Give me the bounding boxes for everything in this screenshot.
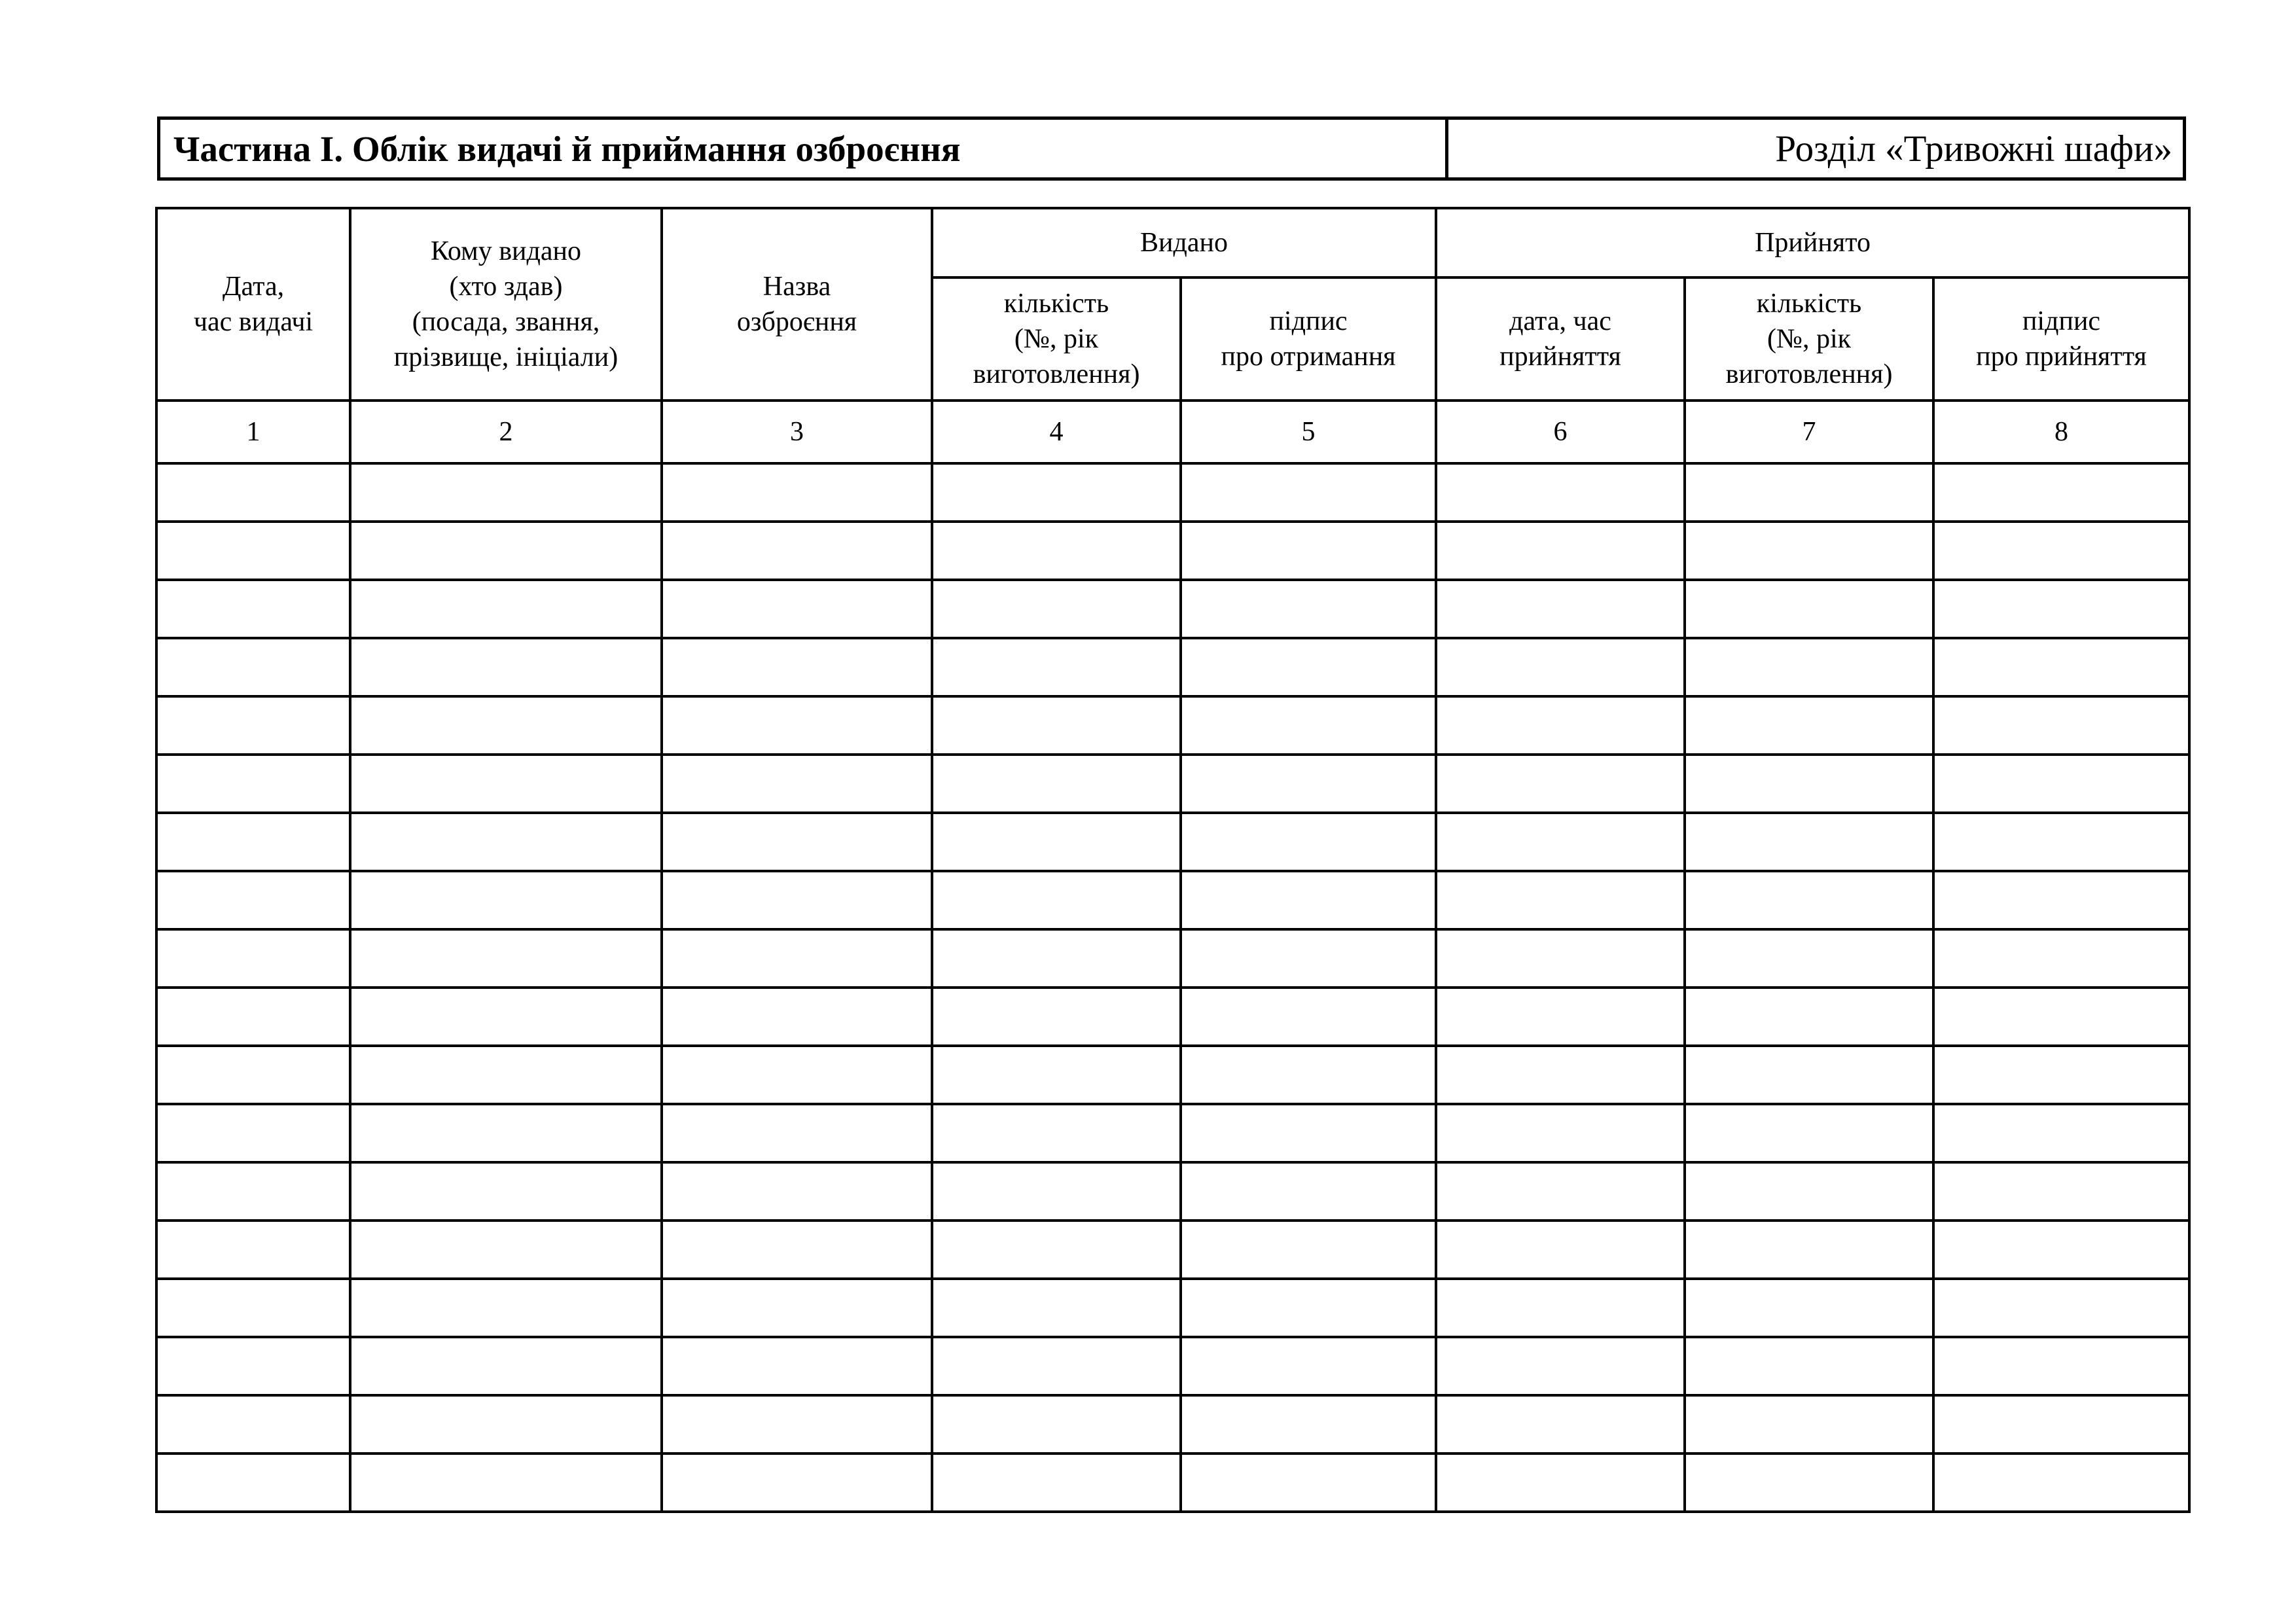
ledger-cell[interactable] — [932, 463, 1181, 522]
ledger-cell[interactable] — [932, 1046, 1181, 1104]
ledger-cell[interactable] — [662, 929, 932, 988]
header-received-signature: підпис про прийняття — [1933, 277, 2189, 401]
ledger-cell[interactable] — [662, 1454, 932, 1512]
ledger-cell[interactable] — [1181, 522, 1436, 580]
ledger-cell[interactable] — [1436, 1221, 1685, 1279]
ledger-entry-row — [156, 1046, 2189, 1104]
column-number-row — [156, 401, 2189, 463]
ledger-cell[interactable] — [1436, 1395, 1685, 1454]
ledger-cell[interactable] — [1933, 522, 2189, 580]
ledger-cell[interactable] — [350, 696, 662, 755]
ledger-cell[interactable] — [156, 580, 350, 638]
column-number: 2 — [350, 401, 662, 463]
ledger-cell[interactable] — [350, 522, 662, 580]
ledger-cell[interactable] — [662, 1162, 932, 1221]
ledger-cell[interactable] — [156, 1454, 350, 1512]
ledger-entry-row — [156, 1279, 2189, 1337]
ledger-cell[interactable] — [1181, 1395, 1436, 1454]
ledger-cell[interactable] — [1933, 813, 2189, 871]
ledger-entry-row — [156, 1104, 2189, 1162]
ledger-cell[interactable] — [1685, 813, 1933, 871]
ledger-entry-row — [156, 522, 2189, 580]
ledger-cell[interactable] — [1685, 463, 1933, 522]
part-title-box — [157, 116, 2186, 181]
ledger-entry-row — [156, 988, 2189, 1046]
ledger-cell[interactable] — [350, 929, 662, 988]
ledger-cell[interactable] — [350, 1162, 662, 1221]
ledger-entry-row — [156, 1162, 2189, 1221]
ledger-cell[interactable] — [932, 696, 1181, 755]
ledger-cell[interactable] — [156, 813, 350, 871]
ledger-cell[interactable] — [932, 1221, 1181, 1279]
ledger-cell[interactable] — [1181, 638, 1436, 696]
ledger-cell[interactable] — [350, 1337, 662, 1395]
ledger-cell[interactable] — [1685, 988, 1933, 1046]
header-group-received: Прийнято — [1436, 208, 2189, 277]
ledger-cell[interactable] — [1436, 871, 1685, 929]
ledger-cell[interactable] — [350, 1279, 662, 1337]
ledger-cell[interactable] — [1685, 1221, 1933, 1279]
ledger-cell[interactable] — [1933, 1162, 2189, 1221]
ledger-cell[interactable] — [350, 871, 662, 929]
ledger-cell[interactable] — [1685, 871, 1933, 929]
ledger-cell[interactable] — [350, 1046, 662, 1104]
ledger-entry-row — [156, 1454, 2189, 1512]
ledger-cell[interactable] — [1181, 755, 1436, 813]
ledger-cell[interactable] — [932, 929, 1181, 988]
ledger-cell[interactable] — [1933, 1279, 2189, 1337]
ledger-cell[interactable] — [662, 696, 932, 755]
ledger-entry-row — [156, 1395, 2189, 1454]
ledger-cell[interactable] — [1685, 1162, 1933, 1221]
ledger-cell[interactable] — [156, 1162, 350, 1221]
header-issued-quantity: кількість (№, рік виготовлення) — [932, 277, 1181, 401]
ledger-cell[interactable] — [156, 638, 350, 696]
ledger-entry-row — [156, 929, 2189, 988]
ledger-cell[interactable] — [1933, 988, 2189, 1046]
ledger-cell[interactable] — [1933, 755, 2189, 813]
column-number: 4 — [932, 401, 1181, 463]
ledger-cell[interactable] — [156, 755, 350, 813]
ledger-cell[interactable] — [662, 1395, 932, 1454]
ledger-cell[interactable] — [350, 1221, 662, 1279]
ledger-cell[interactable] — [156, 1104, 350, 1162]
ledger-cell[interactable] — [1181, 871, 1436, 929]
ledger-cell[interactable] — [932, 988, 1181, 1046]
ledger-cell[interactable] — [662, 463, 932, 522]
ledger-cell[interactable] — [1933, 696, 2189, 755]
ledger-cell[interactable] — [662, 1337, 932, 1395]
column-number: 8 — [1933, 401, 2189, 463]
ledger-cell[interactable] — [932, 638, 1181, 696]
ledger-cell[interactable] — [932, 755, 1181, 813]
ledger-cell[interactable] — [1181, 1221, 1436, 1279]
section-title: Розділ «Тривожні шафи» — [1775, 128, 2172, 169]
ledger-cell[interactable] — [350, 988, 662, 1046]
ledger-cell[interactable] — [1181, 813, 1436, 871]
ledger-cell[interactable] — [156, 1395, 350, 1454]
ledger-entry-row — [156, 696, 2189, 755]
ledger-cell[interactable] — [1181, 1104, 1436, 1162]
ledger-cell[interactable] — [1436, 1454, 1685, 1512]
ledger-cell[interactable] — [1933, 929, 2189, 988]
ledger-entry-row — [156, 755, 2189, 813]
header-issued-signature: підпис про отримання — [1181, 277, 1436, 401]
ledger-cell[interactable] — [156, 696, 350, 755]
column-number: 5 — [1181, 401, 1436, 463]
ledger-cell[interactable] — [1685, 1046, 1933, 1104]
ledger-cell[interactable] — [932, 1395, 1181, 1454]
ledger-cell[interactable] — [350, 1395, 662, 1454]
ledger-cell[interactable] — [350, 463, 662, 522]
ledger-cell[interactable] — [156, 1279, 350, 1337]
ledger-cell[interactable] — [932, 871, 1181, 929]
ledger-cell[interactable] — [1436, 813, 1685, 871]
ledger-cell[interactable] — [350, 638, 662, 696]
column-number: 7 — [1685, 401, 1933, 463]
ledger-cell[interactable] — [156, 463, 350, 522]
ledger-cell[interactable] — [350, 755, 662, 813]
ledger-cell[interactable] — [1181, 929, 1436, 988]
ledger-cell[interactable] — [932, 1279, 1181, 1337]
header-date-time: Дата, час видачі — [156, 208, 350, 401]
ledger-cell[interactable] — [662, 755, 932, 813]
ledger-cell[interactable] — [1933, 463, 2189, 522]
ledger-cell[interactable] — [662, 1104, 932, 1162]
ledger-entry-row — [156, 1221, 2189, 1279]
ledger-cell[interactable] — [1933, 871, 2189, 929]
ledger-cell[interactable] — [1685, 1279, 1933, 1337]
ledger-entry-row — [156, 871, 2189, 929]
ledger-entry-row — [156, 1337, 2189, 1395]
ledger-cell[interactable] — [1181, 463, 1436, 522]
header-received-quantity: кількість (№, рік виготовлення) — [1685, 277, 1933, 401]
header-recipient: Кому видано (хто здав) (посада, звання, прізвище, ініціали) — [350, 208, 662, 401]
ledger-cell[interactable] — [156, 929, 350, 988]
ledger-cell[interactable] — [1933, 580, 2189, 638]
ledger-cell[interactable] — [662, 1046, 932, 1104]
ledger-cell[interactable] — [1436, 1337, 1685, 1395]
ledger-cell[interactable] — [662, 1221, 932, 1279]
ledger-cell[interactable] — [662, 988, 932, 1046]
ledger-cell[interactable] — [156, 522, 350, 580]
ledger-cell[interactable] — [1685, 1454, 1933, 1512]
ledger-entry-row — [156, 463, 2189, 522]
ledger-cell[interactable] — [662, 813, 932, 871]
ledger-entry-row — [156, 580, 2189, 638]
ledger-cell[interactable] — [156, 871, 350, 929]
ledger-cell[interactable] — [1181, 988, 1436, 1046]
ledger-cell[interactable] — [1181, 1337, 1436, 1395]
ledger-cell[interactable] — [1436, 463, 1685, 522]
ledger-cell[interactable] — [932, 580, 1181, 638]
ledger-cell[interactable] — [1436, 696, 1685, 755]
ledger-cell[interactable] — [1181, 1454, 1436, 1512]
column-number: 1 — [156, 401, 350, 463]
ledger-cell[interactable] — [1436, 1162, 1685, 1221]
ledger-cell[interactable] — [156, 988, 350, 1046]
ledger-cell[interactable] — [350, 1104, 662, 1162]
header-received-date: дата, час прийняття — [1436, 277, 1685, 401]
ledger-cell[interactable] — [1436, 580, 1685, 638]
ledger-cell[interactable] — [1933, 638, 2189, 696]
ledger-cell[interactable] — [1933, 1337, 2189, 1395]
ledger-entry-row — [156, 638, 2189, 696]
ledger-cell[interactable] — [1181, 580, 1436, 638]
ledger-cell[interactable] — [1685, 696, 1933, 755]
ledger-cell[interactable] — [1436, 1279, 1685, 1337]
ledger-cell[interactable] — [1181, 696, 1436, 755]
ledger-cell[interactable] — [1685, 522, 1933, 580]
ledger-cell[interactable] — [662, 638, 932, 696]
ledger-cell[interactable] — [1933, 1395, 2189, 1454]
header-weapon-name: Назва озброєння — [662, 208, 932, 401]
ledger-cell[interactable] — [1181, 1279, 1436, 1337]
header-group-issued: Видано — [932, 208, 1436, 277]
ledger-cell[interactable] — [1436, 929, 1685, 988]
ledger-cell[interactable] — [1685, 1395, 1933, 1454]
weapons-ledger-table — [155, 207, 2191, 1513]
ledger-cell[interactable] — [662, 1279, 932, 1337]
ledger-cell[interactable] — [932, 1104, 1181, 1162]
column-number: 3 — [662, 401, 932, 463]
ledger-cell[interactable] — [932, 1337, 1181, 1395]
ledger-cell[interactable] — [1685, 1104, 1933, 1162]
ledger-cell[interactable] — [1436, 755, 1685, 813]
ledger-cell[interactable] — [1933, 1221, 2189, 1279]
ledger-cell[interactable] — [1436, 988, 1685, 1046]
ledger-cell[interactable] — [1685, 638, 1933, 696]
ledger-cell[interactable] — [1436, 522, 1685, 580]
ledger-cell[interactable] — [1436, 1104, 1685, 1162]
ledger-cell[interactable] — [1933, 1104, 2189, 1162]
ledger-cell[interactable] — [350, 1454, 662, 1512]
ledger-cell[interactable] — [1436, 1046, 1685, 1104]
ledger-cell[interactable] — [1685, 1337, 1933, 1395]
part-title: Частина І. Облік видачі й приймання озброєння — [160, 120, 1448, 177]
ledger-cell[interactable] — [932, 1454, 1181, 1512]
ledger-cell[interactable] — [156, 1337, 350, 1395]
ledger-cell[interactable] — [1933, 1454, 2189, 1512]
ledger-cell[interactable] — [662, 522, 932, 580]
ledger-cell[interactable] — [1685, 580, 1933, 638]
ledger-cell[interactable] — [1181, 1046, 1436, 1104]
ledger-cell[interactable] — [1685, 929, 1933, 988]
ledger-cell[interactable] — [932, 1162, 1181, 1221]
ledger-cell[interactable] — [350, 813, 662, 871]
ledger-cell[interactable] — [932, 522, 1181, 580]
ledger-cell[interactable] — [156, 1221, 350, 1279]
ledger-cell[interactable] — [350, 580, 662, 638]
ledger-cell[interactable] — [1181, 1162, 1436, 1221]
ledger-cell[interactable] — [932, 813, 1181, 871]
ledger-cell[interactable] — [662, 871, 932, 929]
ledger-cell[interactable] — [662, 580, 932, 638]
ledger-entry-row — [156, 813, 2189, 871]
ledger-cell[interactable] — [1933, 1046, 2189, 1104]
column-number: 6 — [1436, 401, 1685, 463]
ledger-cell[interactable] — [1685, 755, 1933, 813]
ledger-cell[interactable] — [1436, 638, 1685, 696]
ledger-cell[interactable] — [156, 1046, 350, 1104]
